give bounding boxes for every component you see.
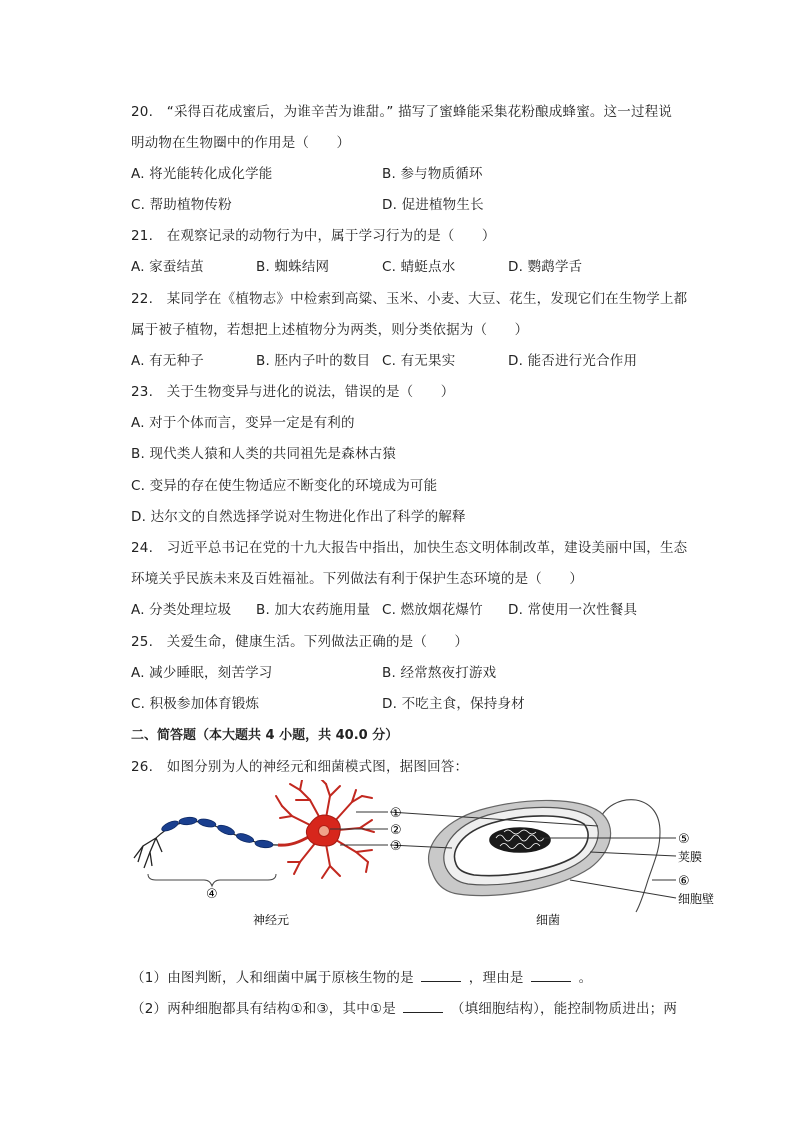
q22-option-a: A. 有无种子 bbox=[131, 353, 204, 369]
q23-option-b: B. 现代类人猿和人类的共同祖先是森林古猿 bbox=[131, 446, 397, 462]
q23-option-c: C. 变异的存在使生物适应不断变化的环境成为可能 bbox=[131, 478, 438, 494]
q24-stem-line2: 环境关乎民族未来及百姓福祉。下列做法有利于保护生态环境的是（ ） bbox=[131, 571, 584, 587]
q25-stem: 25. 关爱生命，健康生活。下列做法正确的是（ ） bbox=[131, 634, 469, 650]
q22-option-b: B. 胚内子叶的数目 bbox=[256, 353, 371, 369]
q21-stem: 21. 在观察记录的动物行为中，属于学习行为的是（ ） bbox=[131, 228, 496, 244]
q21-option-a: A. 家蚕结茧 bbox=[131, 259, 204, 275]
q25-option-c: C. 积极参加体育锻炼 bbox=[131, 696, 260, 712]
q22-option-c: C. 有无果实 bbox=[382, 353, 456, 369]
label-3: ③ bbox=[390, 839, 402, 854]
q26-sub1-text-c: 。 bbox=[578, 970, 593, 986]
answer-blank[interactable] bbox=[403, 999, 443, 1013]
q24-option-a: A. 分类处理垃圾 bbox=[131, 602, 232, 618]
bacteria-caption: 细菌 bbox=[536, 913, 561, 927]
section-heading: 二、简答题（本大题共 4 小题，共 40.0 分） bbox=[131, 728, 399, 743]
label-cell-wall: 细胞壁 bbox=[678, 892, 715, 906]
q23-option-d: D. 达尔文的自然选择学说对生物进化作出了科学的解释 bbox=[131, 509, 466, 525]
q24-option-d: D. 常使用一次性餐具 bbox=[508, 602, 638, 618]
q20-option-b: B. 参与物质循环 bbox=[382, 166, 483, 182]
answer-blank[interactable] bbox=[531, 968, 571, 982]
bacteria-diagram bbox=[390, 800, 676, 912]
neuron-caption: 神经元 bbox=[253, 913, 290, 927]
q26-figure bbox=[0, 780, 794, 940]
q20-option-a: A. 将光能转化成化学能 bbox=[131, 166, 273, 182]
label-capsule: 荚膜 bbox=[678, 850, 703, 864]
label-4: ④ bbox=[206, 887, 218, 902]
q26-sub2-text-a: （2）两种细胞都具有结构①和③，其中①是 bbox=[131, 1001, 396, 1017]
q26-stem: 26. 如图分别为人的神经元和细菌模式图，据图回答： bbox=[131, 759, 469, 775]
q22-stem-line1: 22. 某同学在《植物志》中检索到高粱、玉米、小麦、大豆、花生，发现它们在生物学上都 bbox=[131, 291, 688, 307]
q26-sub2 bbox=[131, 999, 677, 1018]
q25-option-a: A. 减少睡眠，刻苦学习 bbox=[131, 665, 273, 681]
q22-stem-line2: 属于被子植物，若想把上述植物分为两类，则分类依据为（ ） bbox=[131, 322, 529, 338]
q26-sub1-text-a: （1）由图判断，人和细菌中属于原核生物的是 bbox=[131, 970, 414, 986]
q26-sub2-text-b: （填细胞结构），能控制物质进出；两 bbox=[450, 1001, 678, 1017]
label-5: ⑤ bbox=[678, 832, 690, 847]
q23-option-a: A. 对于个体而言，变异一定是有利的 bbox=[131, 415, 355, 431]
q20-option-c: C. 帮助植物传粉 bbox=[131, 197, 232, 213]
label-2: ② bbox=[390, 823, 402, 838]
q21-option-c: C. 蜻蜓点水 bbox=[382, 259, 456, 275]
q20-stem-line1: 20. “采得百花成蜜后，为谁辛苦为谁甜。” 描写了蜜蜂能采集花粉酿成蜂蜜。这一过程说 bbox=[131, 104, 673, 120]
q21-option-b: B. 蜘蛛结网 bbox=[256, 259, 330, 275]
q20-option-d: D. 促进植物生长 bbox=[382, 197, 484, 213]
q26-sub1 bbox=[131, 968, 592, 987]
q21-option-d: D. 鹦鹉学舌 bbox=[508, 259, 583, 275]
q24-stem-line1: 24. 习近平总书记在党的十九大报告中指出，加快生态文明体制改革，建设美丽中国，生态 bbox=[131, 540, 688, 556]
q26-sub1-text-b: ，理由是 bbox=[468, 970, 524, 986]
label-6: ⑥ bbox=[678, 874, 690, 889]
q20-stem-line2: 明动物在生物圈中的作用是（ ） bbox=[131, 135, 351, 151]
q24-option-c: C. 燃放烟花爆竹 bbox=[382, 602, 483, 618]
q22-option-d: D. 能否进行光合作用 bbox=[508, 353, 638, 369]
q23-stem: 23. 关于生物变异与进化的说法，错误的是（ ） bbox=[131, 384, 455, 400]
neuron-diagram bbox=[134, 780, 388, 886]
q25-option-d: D. 不吃主食，保持身材 bbox=[382, 696, 525, 712]
answer-blank[interactable] bbox=[421, 968, 461, 982]
q24-option-b: B. 加大农药施用量 bbox=[256, 602, 371, 618]
label-1: ① bbox=[390, 806, 402, 821]
q25-option-b: B. 经常熬夜打游戏 bbox=[382, 665, 497, 681]
